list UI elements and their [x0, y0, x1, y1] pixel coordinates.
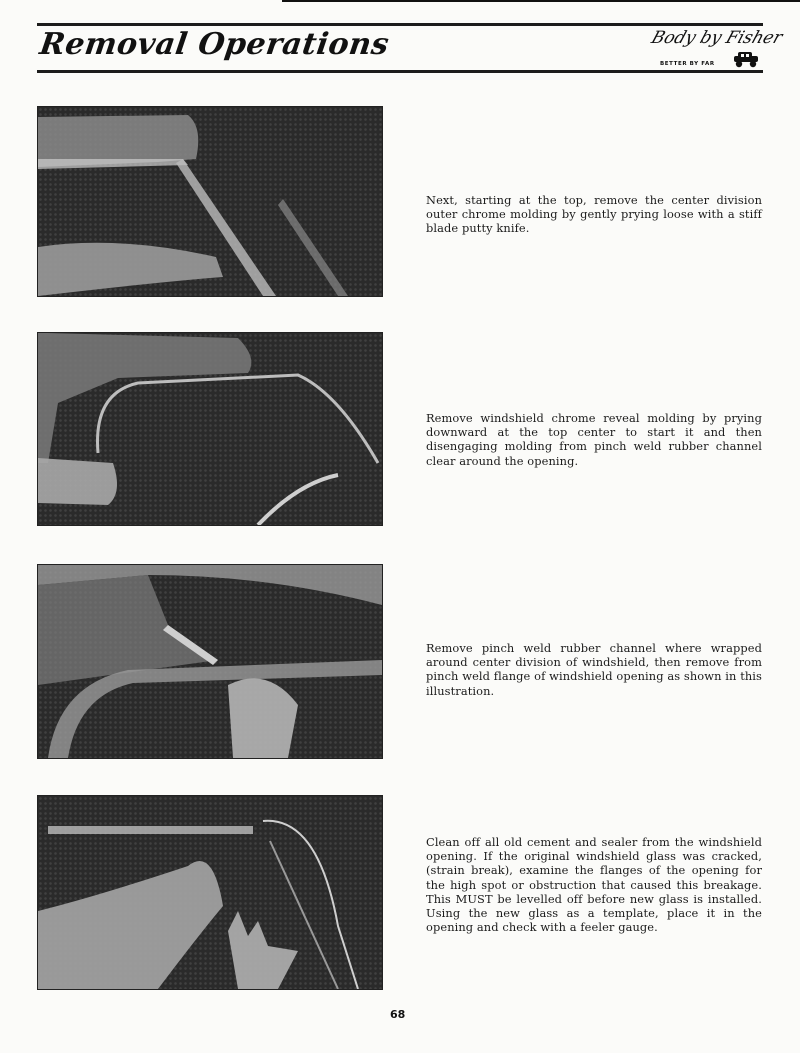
- step-3-caption: Remove pinch weld rubber channel where wrapped around center division of windshield, then remove from pinch weld flange of windshield opening as shown in this illustration.: [426, 641, 762, 698]
- photo-removing-reveal-molding-image: [38, 333, 382, 525]
- photo-removing-center-division-molding-image: [38, 107, 382, 296]
- step-2-photo: [37, 332, 383, 526]
- page-title: Removal Operations: [37, 27, 392, 62]
- step-4-caption: Clean off all old cement and sealer from the windshield opening. If the original windshield glass was cracked, (strain break), examine the flanges of the opening for the high spot or obstruction that caused this breakage. This MUST be levelled off before new glass is installed. Using the new glass as a template, place it in the opening and check with a feeler gauge.: [426, 835, 762, 935]
- page-number: 68: [390, 1008, 406, 1021]
- logo-script: Body by Fisher: [648, 28, 785, 48]
- header-rule-top: [37, 23, 763, 26]
- step-1-caption: Next, starting at the top, remove the center division outer chrome molding by gently prying loose with a stiff blade putty knife.: [426, 193, 762, 236]
- coach-icon: [732, 50, 760, 68]
- step-2-caption: Remove windshield chrome reveal molding by prying downward at the top center to start it and then disengaging molding from pinch weld rubber channel clear around the opening.: [426, 411, 762, 468]
- header-rule-bottom: [37, 70, 763, 73]
- step-1-photo: [37, 106, 383, 297]
- logo-slogan: BETTER BY FAR: [660, 61, 715, 67]
- step-3-photo: [37, 564, 383, 759]
- step-4-photo: [37, 795, 383, 990]
- photo-removing-pinch-weld-channel-image: [38, 565, 382, 758]
- page-top-edge: [282, 0, 800, 2]
- body-by-fisher-logo: [648, 28, 785, 70]
- photo-cleaning-opening-image: [38, 796, 382, 989]
